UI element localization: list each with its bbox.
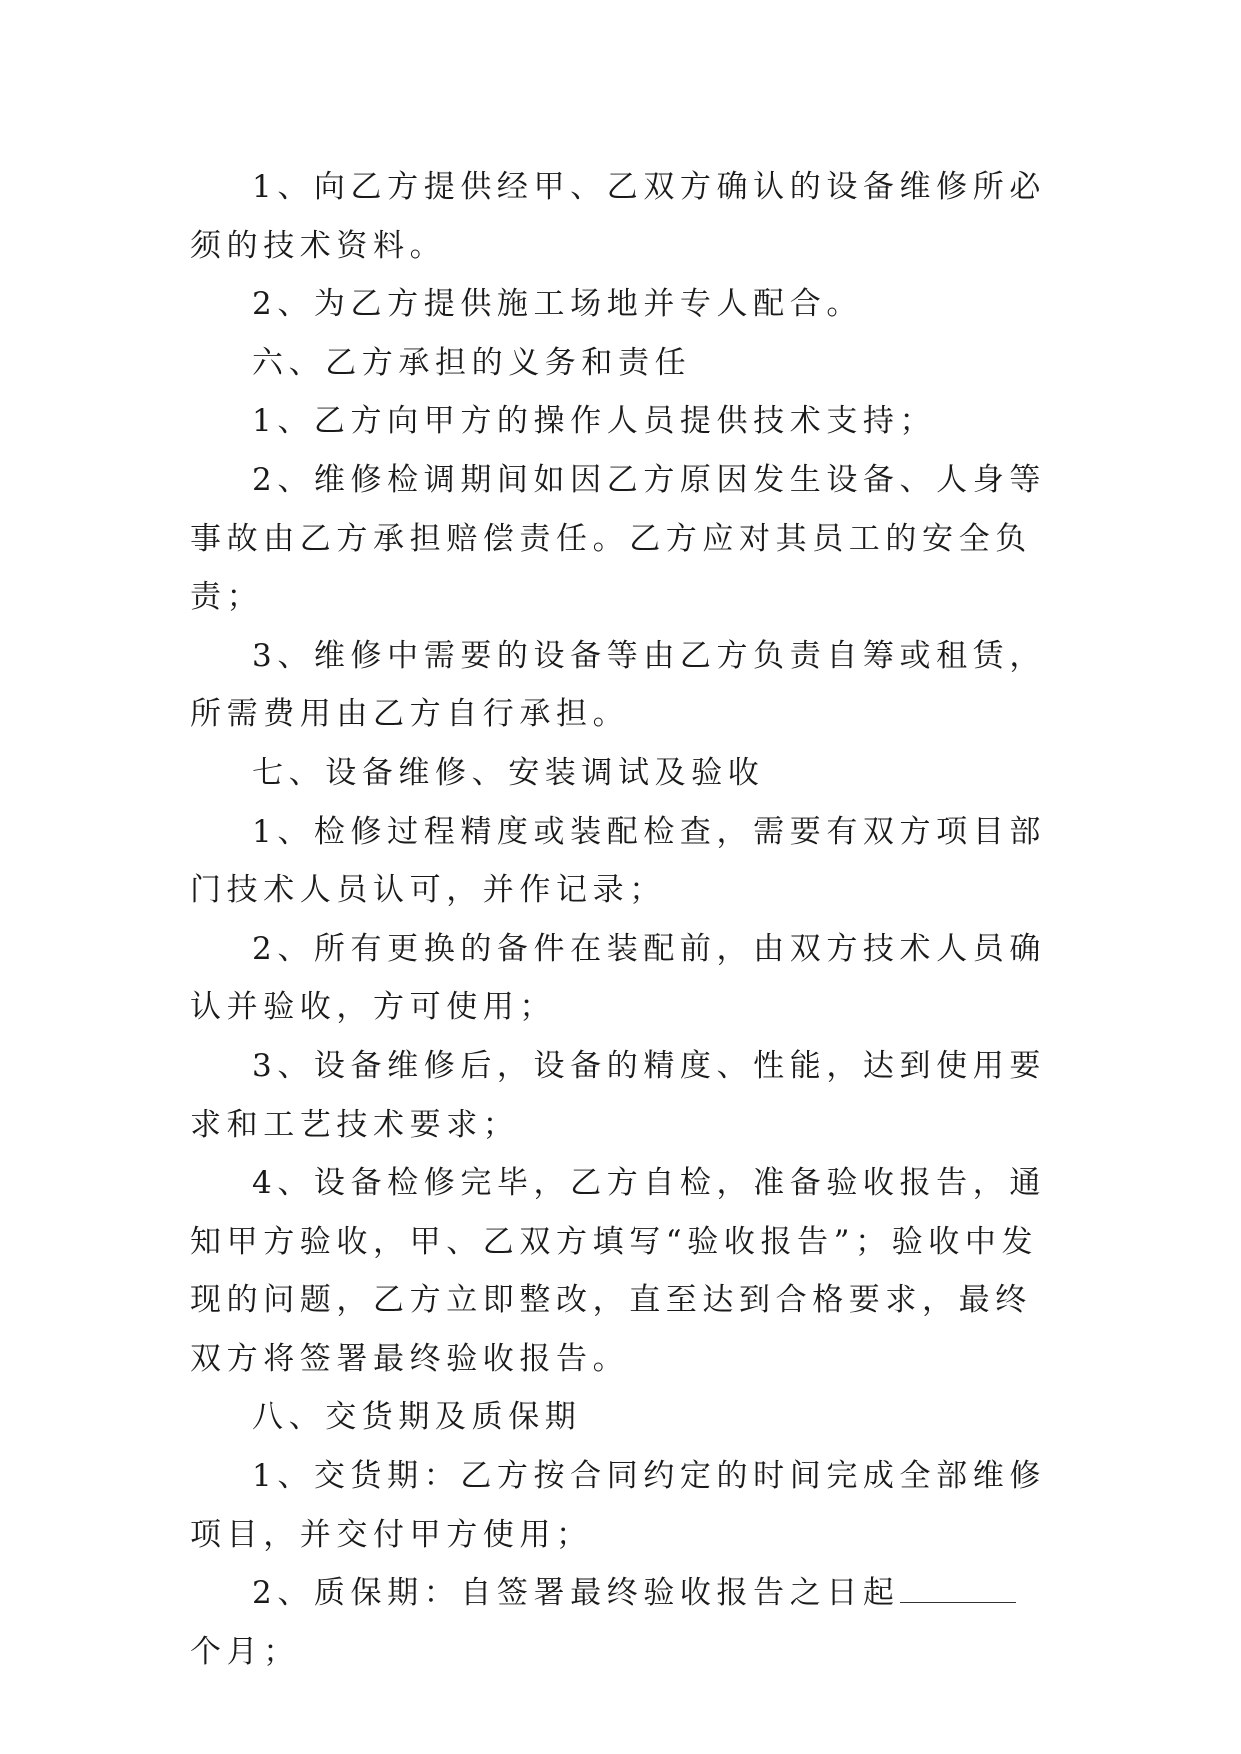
paragraph-4: 2、维修检调期间如因乙方原因发生设备、人身等事故由乙方承担赔偿责任。乙方应对其员工的安全负责； bbox=[190, 461, 1046, 616]
paragraph-1: 1、向乙方提供经甲、乙双方确认的设备维修所必须的技术资料。 bbox=[190, 169, 1046, 264]
paragraph-5: 3、维修中需要的设备等由乙方负责自筹或租赁，所需费用由乙方自行承担。 bbox=[190, 637, 1046, 733]
section-heading-8: 八、交货期及质保期 bbox=[252, 1399, 582, 1436]
paragraph-3: 1、乙方向甲方的操作人员提供技术支持； bbox=[252, 403, 937, 440]
section-heading-6: 六、乙方承担的义务和责任 bbox=[252, 344, 692, 381]
paragraph-warranty bbox=[190, 1564, 1050, 1681]
warranty-text-after: 个月； bbox=[190, 1633, 300, 1670]
warranty-blank-field bbox=[900, 1576, 1016, 1603]
paragraph-6: 1、检修过程精度或装配检查，需要有双方项目部门技术人员认可，并作记录； bbox=[190, 813, 1046, 909]
section-heading-7: 七、设备维修、安装调试及验收 bbox=[252, 754, 765, 791]
document-page bbox=[190, 158, 1050, 1681]
paragraph-9: 4、设备检修完毕，乙方自检，准备验收报告，通知甲方验收，甲、乙双方填写“验收报告”；验收中发现的问题，乙方立即整改，直至达到合格要求，最终双方将签署最终验收报告。 bbox=[190, 1165, 1046, 1377]
paragraph-2: 2、为乙方提供施工场地并专人配合。 bbox=[252, 286, 863, 323]
warranty-text-before: 2、质保期：自签署最终验收报告之日起 bbox=[252, 1575, 900, 1612]
paragraph-7: 2、所有更换的备件在装配前，由双方技术人员确认并验收，方可使用； bbox=[190, 930, 1046, 1026]
paragraph-8: 3、设备维修后，设备的精度、性能，达到使用要求和工艺技术要求； bbox=[190, 1047, 1046, 1143]
paragraph-10: 1、交货期：乙方按合同约定的时间完成全部维修项目，并交付甲方使用； bbox=[190, 1458, 1046, 1553]
